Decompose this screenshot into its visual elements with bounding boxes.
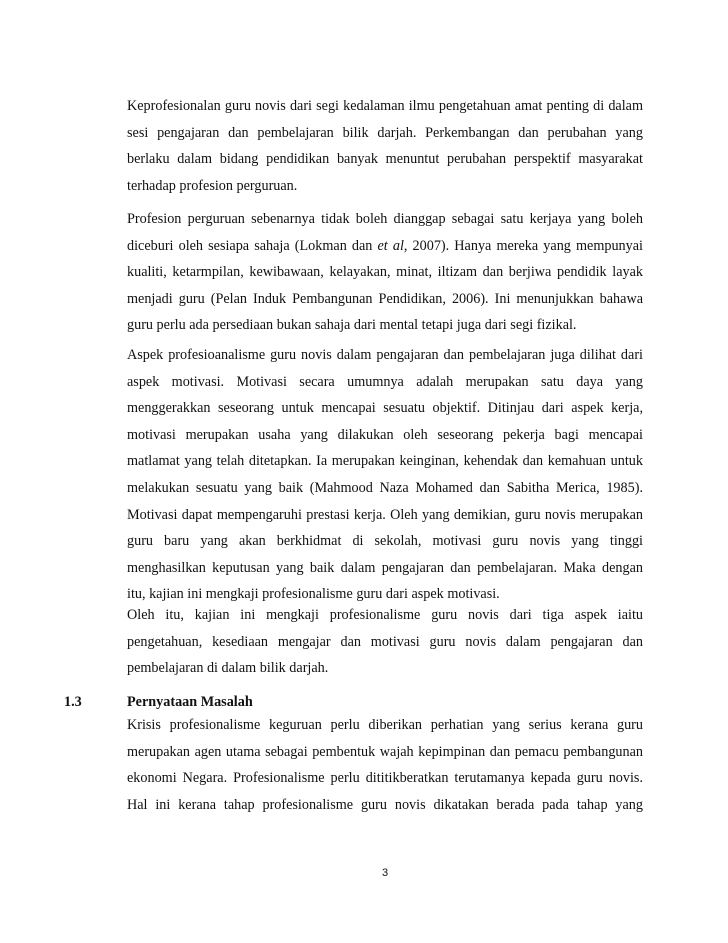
paragraph-line: menjadi guru (Pelan Induk Pembangunan Pendidikan, 2006). Ini menunjukkan bahawa [127,290,643,307]
citation-text: , 2007). Hanya mereka yang mempunyai [403,237,643,254]
paragraph-line: guru perlu ada persediaan bukan sahaja dari mental tetapi juga dari segi fizikal. [127,317,577,334]
paragraph-line: Hal ini kerana tahap profesionalisme guru novis dikatakan berada pada tahap yang [127,796,643,813]
paragraph-line: Profesion perguruan sebenarnya tidak boleh dianggap sebagai satu kerjaya yang boleh [127,211,643,227]
paragraph-1 [127,93,643,199]
section-paragraph [127,712,643,818]
paragraph-line: Aspek profesioanalisme guru novis dalam pengajaran dan pembelajaran juga dilihat dari [127,347,643,363]
paragraph-line: Oleh itu, kajian ini mengkaji profesionalisme guru novis dari tiga aspek iaitu [127,607,643,623]
paragraph-line: motivasi merupakan usaha yang dilakukan oleh seseorang pekerja bagi mencapai [127,426,643,443]
citation-text: diceburi oleh sesiapa sahaja (Lokman dan [127,237,378,254]
paragraph-line: Keprofesionalan guru novis dari segi kedalaman ilmu pengetahuan amat penting di dalam [127,98,643,114]
paragraph-line: sesi pengajaran dan pembelajaran bilik darjah. Perkembangan dan perubahan yang [127,124,643,141]
paragraph-line [127,233,643,260]
paragraph-line: menggerakkan seseorang untuk mencapai sesuatu objektif. Ditinjau dari aspek kerja, [127,400,643,417]
paragraph-line: itu, kajian ini mengkaji profesionalisme guru dari aspek motivasi. [127,586,500,603]
paragraph-line: aspek motivasi. Motivasi secara umumnya adalah merupakan satu daya yang [127,373,643,390]
paragraph-line: berlaku dalam bidang pendidikan banyak menuntut perubahan perspektif masyarakat [127,151,643,168]
paragraph-3 [127,342,643,608]
page-number: 3 [381,867,389,879]
paragraph-line: kualiti, ketarmpilan, kewibawaan, kelayakan, minat, iltizam dan berjiwa pendidik layak [127,264,643,281]
citation-et-al: et al [377,237,404,254]
paragraph-line: Motivasi dapat mempengaruhi prestasi kerja. Oleh yang demikian, guru novis merupakan [127,506,643,523]
paragraph-line: pembelajaran di dalam bilik darjah. [127,660,329,677]
paragraph-line: Krisis profesionalisme keguruan perlu diberikan perhatian yang serius kerana guru [127,717,643,733]
paragraph-line: terhadap profesion perguruan. [127,177,298,194]
section-title: Pernyataan Masalah [127,694,253,710]
paragraph-line: merupakan agen utama sebagai pembentuk wajah kepimpinan dan pemacu pembangunan [127,743,643,760]
paragraph-line: guru baru yang akan berkhidmat di sekolah, motivasi guru novis yang tinggi [127,533,643,550]
paragraph-line: melakukan sesuatu yang baik (Mahmood Naza Mohamed dan Sabitha Merica, 1985). [127,479,643,496]
paragraph-4 [127,602,643,682]
paragraph-line: ekonomi Negara. Profesionalisme perlu dititikberatkan terutamanya kepada guru novis. [127,770,643,787]
section-number: 1.3 [64,694,82,710]
paragraph-line: pengetahuan, kesediaan mengajar dan motivasi guru novis dalam pengajaran dan [127,633,643,650]
paragraph-2 [127,206,643,339]
paragraph-line: matlamat yang telah ditetapkan. Ia merupakan keinginan, kehendak dan kemahuan untuk [127,453,643,470]
paragraph-line: menghasilkan keputusan yang baik dalam pengajaran dan pembelajaran. Maka dengan [127,559,643,576]
